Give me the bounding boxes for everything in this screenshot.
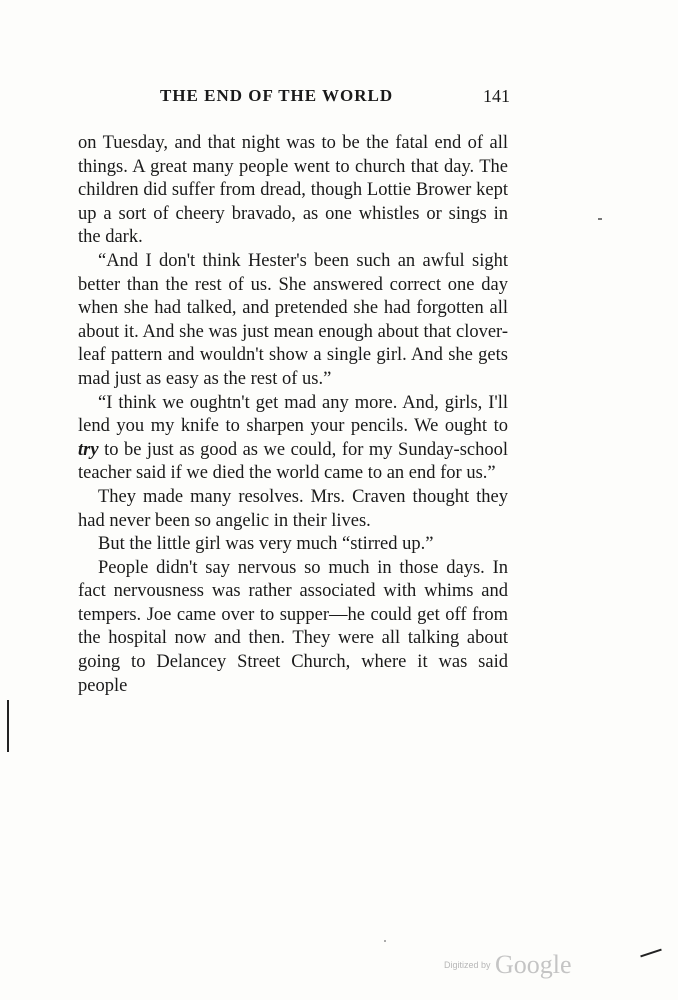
scan-edge-mark [7,700,9,752]
running-head [78,86,510,114]
scan-speck [598,218,602,220]
scan-speck [384,940,386,942]
paragraph: They made many resolves. Mrs. Craven thought they had never been so angelic in their lives. [78,486,508,531]
paragraph: on Tuesday, and that night was to be the fatal end of all things. A great many people went to church that day. The children did suffer from dread, though Lottie Brower kept up a sort of cheery bravado, as one whistles or sings in the dark. [78,133,508,248]
paragraph-part: to be just as good as we could, for my Sunday-school teacher said if we died the world came to an end for us.” [78,439,508,484]
body-text [78,132,508,698]
running-title: THE END OF THE WORLD [160,86,394,105]
google-logo: Google [494,950,572,979]
page-number: 141 [483,86,510,106]
paragraph: “And I don't think Hester's been such an awful sight better than the rest of us. She answered correct one day when she had talked, and pretended she had forgotten all about it. And she was just mean enough about that clover-leaf pattern and wouldn't show a single girl. And she gets mad just as easy as the rest of us.” [78,250,508,389]
paragraph: But the little girl was very much “stirred up.” [98,534,434,555]
paragraph-part: “I think we oughtn't get mad any more. And, girls, I'll lend you my knife to sharpen your pencils. We ought to [78,392,508,437]
digitizer-watermark [444,950,572,980]
paragraph [78,392,508,486]
paragraph: People didn't say nervous so much in those days. In fact nervousness was rather associated with whims and tempers. Joe came over to supper—he could get off from the hospital now and then. They were all talking about going to Delancey Street Church, where it was said people [78,557,508,696]
emphasis: try [78,439,99,460]
digitized-by-label: Digitized by [444,960,491,970]
scan-stroke [640,949,662,958]
